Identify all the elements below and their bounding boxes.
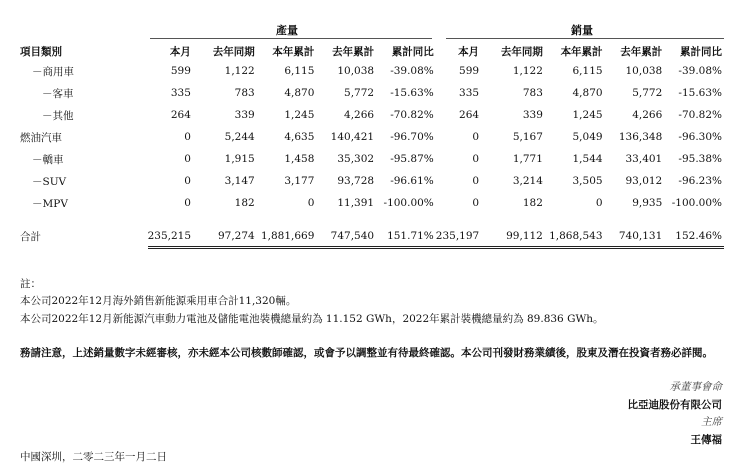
table-cell: 0 (472, 131, 480, 143)
table-cell: 10,038 (337, 65, 375, 77)
table-cell: 599 (170, 65, 191, 77)
column-header: 本月 (169, 45, 191, 58)
table-cell: 0 (472, 175, 480, 187)
table-cell: 264 (170, 109, 191, 121)
column-header: 本年累計 (560, 45, 603, 58)
table-cell: 9,935 (632, 197, 663, 209)
table-cell: 93,012 (625, 175, 663, 187)
column-header: 本月 (458, 45, 480, 58)
sales-volume-table (20, 42, 724, 249)
table-cell: 3,505 (572, 175, 603, 187)
table-cell: 1,771 (512, 153, 543, 165)
table-cell: 5,772 (632, 87, 663, 99)
table-cell: 1,245 (572, 109, 603, 121)
sales-group-rule (446, 38, 724, 39)
notes-heading: 註： (20, 278, 41, 290)
table-cell: 339 (234, 109, 255, 121)
table-cell: 0 (472, 153, 480, 165)
table-cell: 1,544 (572, 153, 603, 165)
total-cell: 99,112 (481, 226, 545, 248)
footer-place-date: 中國深圳，二零二三年一月二日 (20, 451, 167, 463)
column-header: 累計同比 (680, 45, 722, 58)
table-cell: -15.63% (678, 87, 722, 99)
table-cell: 4,266 (632, 109, 663, 121)
total-label: 合計 (20, 231, 41, 244)
table-cell: 93,728 (337, 175, 375, 187)
column-header: 去年累計 (332, 45, 375, 58)
total-cell: 235,215 (148, 226, 193, 248)
signature-title: 主席 (701, 416, 722, 428)
row-label: －轎車 (32, 153, 64, 166)
table-row (20, 126, 724, 148)
column-header: 去年累計 (620, 45, 663, 58)
total-cell: 235,197 (436, 226, 481, 248)
note-line-2: 本公司2022年12月新能源汽車動力電池及儲能電池裝機總量約為 11.152 GWh，2022年累計裝機總量約為 89.836 GWh。 (20, 313, 604, 325)
table-cell: 6,115 (572, 65, 603, 77)
table-cell: 264 (459, 109, 480, 121)
total-cell: 97,274 (193, 226, 257, 248)
spacer-row (20, 214, 724, 226)
table-cell: 0 (184, 131, 191, 143)
table-cell: 1,245 (284, 109, 315, 121)
table-cell: 1,458 (284, 153, 315, 165)
table-cell: -96.70% (390, 131, 434, 143)
table-cell: 0 (184, 153, 191, 165)
row-label: －商用車 (32, 65, 74, 78)
table-cell: 33,401 (625, 153, 663, 165)
table-cell: 599 (459, 65, 480, 77)
total-cell: 740,131 (605, 226, 665, 248)
table-cell: -96.61% (390, 175, 434, 187)
table-cell: 339 (522, 109, 543, 121)
table-cell: 11,391 (337, 197, 375, 209)
table-cell: 335 (170, 87, 191, 99)
row-label: －SUV (32, 175, 67, 188)
table-cell: 4,635 (284, 131, 315, 143)
table-cell: -39.08% (678, 65, 722, 77)
table-cell: 5,772 (344, 87, 375, 99)
note-line-1: 本公司2022年12月海外銷售新能源乘用車合計11,320輛。 (20, 295, 297, 307)
signature-by-order: 承董事會命 (669, 381, 722, 393)
total-cell: 747,540 (316, 226, 376, 248)
table-cell: -100.00% (671, 197, 722, 209)
table-cell: -70.82% (678, 109, 722, 121)
table-cell: 783 (522, 87, 543, 99)
table-cell: 335 (459, 87, 480, 99)
table-row (20, 192, 724, 214)
column-header: 本年累計 (272, 45, 315, 58)
table-cell: -96.23% (678, 175, 722, 187)
table-cell: 182 (234, 197, 255, 209)
table-cell: 35,302 (337, 153, 375, 165)
row-label: 燃油汽車 (20, 131, 62, 144)
table-cell: 0 (595, 197, 603, 209)
table-cell: -15.63% (390, 87, 434, 99)
total-cell: 1,881,669 (257, 226, 317, 248)
table-cell: 3,214 (512, 175, 543, 187)
column-header: 累計同比 (391, 45, 434, 58)
table-row (20, 104, 724, 126)
total-cell: 151.71% (376, 226, 436, 248)
table-cell: -39.08% (390, 65, 434, 77)
sales-group-header: 銷量 (571, 24, 593, 37)
table-cell: 4,266 (344, 109, 375, 121)
table-cell: 140,421 (330, 131, 375, 143)
table-cell: 4,870 (284, 87, 315, 99)
total-cell: 1,868,543 (545, 226, 605, 248)
total-row (20, 226, 724, 248)
row-label: －客車 (42, 87, 74, 100)
table-row (20, 170, 724, 192)
table-cell: -95.38% (678, 153, 722, 165)
production-group-rule (150, 38, 432, 39)
table-cell: 5,244 (224, 131, 255, 143)
column-header: 去年同期 (500, 45, 543, 58)
table-cell: 1,915 (224, 153, 255, 165)
column-header: 去年同期 (212, 45, 255, 58)
table-cell: 3,177 (284, 175, 315, 187)
header-row (20, 42, 724, 60)
table-row (20, 60, 724, 82)
warning-paragraph: 務請注意，上述銷量數字未經審核，亦未經本公司核數師確認，或會予以調整並有待最終確認。本公司刊發財務業績後，股東及潛在投資者務必詳閱。 (20, 347, 713, 359)
production-group-header: 產量 (276, 24, 298, 37)
column-header-category: 項目類別 (20, 45, 62, 58)
table-cell: 6,115 (284, 65, 315, 77)
table-cell: -70.82% (390, 109, 434, 121)
total-cell: 152.46% (664, 226, 724, 248)
table-cell: 182 (522, 197, 543, 209)
table-cell: 5,049 (572, 131, 603, 143)
table-cell: -95.87% (390, 153, 434, 165)
table-cell: 5,167 (512, 131, 543, 143)
signature-name: 王傳福 (690, 434, 722, 446)
spacer-cell (20, 214, 724, 226)
table-cell: 1,122 (224, 65, 255, 77)
table-cell: 3,147 (224, 175, 255, 187)
table-cell: 4,870 (572, 87, 603, 99)
table-row (20, 82, 724, 104)
table-cell: 136,348 (618, 131, 663, 143)
table-row (20, 148, 724, 170)
table-cell: 0 (184, 175, 191, 187)
table-cell: 0 (472, 197, 480, 209)
table-cell: 0 (307, 197, 315, 209)
row-label: －MPV (32, 197, 68, 210)
table-cell: 10,038 (625, 65, 663, 77)
row-label: －其他 (42, 109, 74, 122)
table-cell: -100.00% (383, 197, 434, 209)
signature-company: 比亞迪股份有限公司 (627, 399, 722, 411)
table-cell: -96.30% (678, 131, 722, 143)
table-cell: 0 (184, 197, 191, 209)
table-cell: 783 (234, 87, 255, 99)
table-cell: 1,122 (512, 65, 543, 77)
